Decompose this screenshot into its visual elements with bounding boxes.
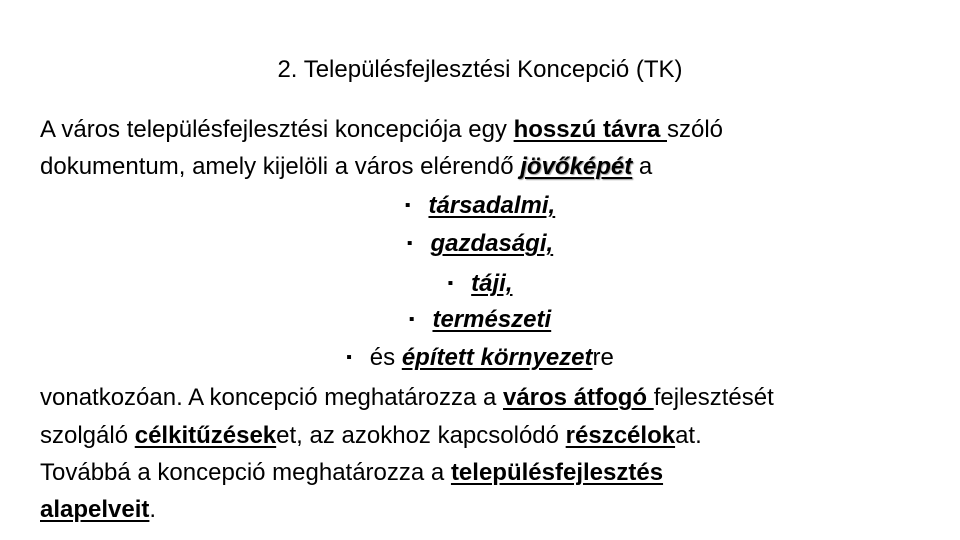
bullet-icon: ▪ [408, 311, 415, 328]
text-segment: a [632, 153, 653, 180]
text-segment: et, az azokhoz kapcsolódó [276, 422, 566, 449]
bullet-icon: ▪ [406, 235, 413, 252]
paragraph-line-2 [40, 151, 652, 183]
emphasis-principles: alapelveit [40, 496, 150, 523]
text-segment: at. [675, 422, 702, 449]
bullet-text: gazdasági, [430, 230, 554, 257]
slide-title: 2. Településfejlesztési Koncepció (TK) [277, 56, 683, 83]
text-segment: fejlesztését [653, 384, 774, 411]
bullet-text: táji, [471, 270, 513, 297]
text-segment: és [369, 344, 402, 371]
bullet-item [0, 342, 960, 374]
paragraph-line-3 [40, 382, 774, 414]
emphasis-urban-development: településfejlesztés [450, 459, 664, 486]
bullet-item [0, 190, 960, 222]
bullet-text: természeti [432, 306, 552, 333]
bullet-text: épített környezet [401, 344, 593, 371]
emphasis-city-overall: város átfogó [502, 384, 654, 411]
bullet-icon: ▪ [447, 275, 454, 292]
emphasis-sub-goals: részcélok [565, 422, 676, 449]
bullet-icon: ▪ [346, 349, 352, 366]
text-segment: A város településfejlesztési koncepciója egy [40, 116, 514, 143]
bullet-icon: ▪ [404, 197, 411, 214]
bullet-item [0, 304, 960, 336]
text-segment: szóló [667, 116, 724, 143]
paragraph-line-6 [40, 494, 156, 526]
text-segment: re [592, 344, 614, 371]
text-segment: vonatkozóan. A koncepció meghatározza a [40, 384, 503, 411]
bullet-item [0, 228, 960, 260]
text-segment: Továbbá a koncepció meghatározza a [40, 459, 451, 486]
emphasis-vision: jövőképét [520, 153, 633, 180]
text-segment: dokumentum, amely kijelöli a város elérendő [40, 153, 521, 180]
bullet-item [0, 268, 960, 300]
paragraph-line-5 [40, 457, 663, 489]
emphasis-objectives: célkitűzések [134, 422, 277, 449]
emphasis-long-term: hosszú távra [513, 116, 667, 143]
text-segment: . [149, 496, 157, 523]
bullet-text: társadalmi, [428, 192, 556, 219]
text-segment: szolgáló [40, 422, 135, 449]
paragraph-line-1 [40, 114, 723, 146]
paragraph-line-4 [40, 420, 702, 452]
